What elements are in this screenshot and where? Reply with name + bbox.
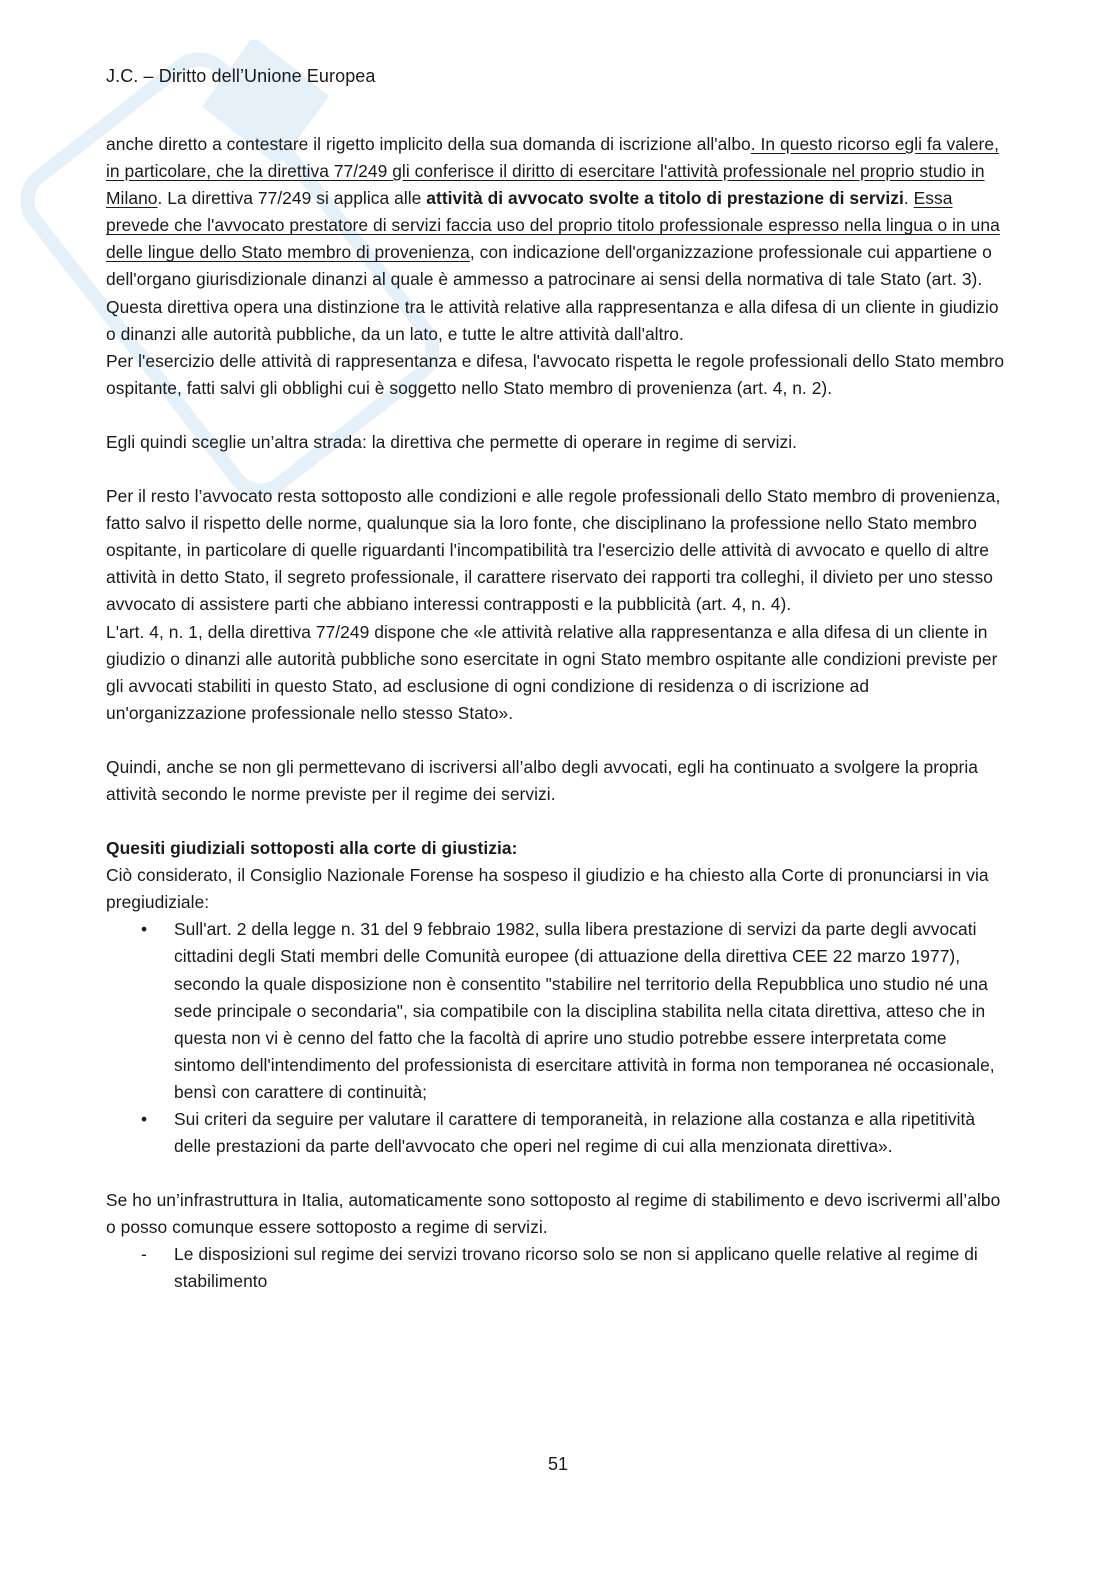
document-body — [106, 131, 1006, 1296]
text-run: , con indicazione dell'organizzazione professionale cui appartiene o dell'organo giurisdizionale dinanzi al quale è ammesso a patrocinare ai sensi della normativa di tale Stato (art. 3). — [106, 242, 992, 290]
dash-list — [106, 1241, 1006, 1295]
paragraph-1 — [106, 131, 1006, 294]
paragraph-gap — [106, 808, 1006, 835]
paragraph-gap — [106, 456, 1006, 483]
paragraph-8: Ciò considerato, il Consiglio Nazionale Forense ha sospeso il giudizio e ha chiesto alla Corte di pronunciarsi in via pregiudiziale: — [106, 865, 989, 913]
paragraph-9: Se ho un’infrastruttura in Italia, automaticamente sono sottoposto al regime di stabilimento e devo iscrivermi all’albo o posso comunque essere sottoposto a regime di servizi. — [106, 1190, 1001, 1238]
text-run: . — [903, 188, 914, 209]
list-item-text: Le disposizioni sul regime dei servizi trovano ricorso solo se non si applicano quelle relative al regime di stabilimento — [174, 1244, 978, 1292]
underlined-run: Essa prevede che l'avvocato prestatore di servizi faccia uso del proprio titolo professionale espresso nella lingua o in una delle lingue dello Stato membro di provenienza — [106, 188, 1000, 263]
running-header: J.C. – Diritto dell’Unione Europea — [106, 66, 376, 86]
list-item-text: Sui criteri da seguire per valutare il carattere di temporaneità, in relazione alla costanza e alla ripetitività delle prestazioni da parte dell'avvocato che operi nel regime di cui alla menzionata direttiva». — [174, 1109, 976, 1157]
bullet-marker: • — [141, 1109, 148, 1129]
text-run: anche diretto a contestare il rigetto implicito della sua domanda di iscrizione all'albo — [106, 134, 751, 154]
paragraph-4: Egli quindi sceglie un’altra strada: la direttiva che permette di operare in regime di servizi. — [106, 431, 798, 452]
list-item-text: Sull'art. 2 della legge n. 31 del 9 febbraio 1982, sulla libera prestazione di servizi da parte degli avvocati cittadini degli Stati membri delle Comunità europee (di attuazione della direttiva CEE 22 marzo 1977), secondo la quale disposizione non è consentito "stabilire nel territorio della Repubblica uno studio né una sede principale o secondaria", sia compatibile con la disciplina stabilita nella citata direttiva, atteso che in questa non vi è cenno del fatto che la facoltà di aprire uno studio potrebbe essere interpretata come sintomo dell'intendimento del professionista di esercitare attività in forma non temporanea né occasionale, bensì con carattere di continuità; — [174, 919, 995, 1102]
paragraph-3: Per l'esercizio delle attività di rappresentanza e difesa, l'avvocato rispetta le regole professionali dello Stato membro ospitante, fatti salvi gli obblighi cui è soggetto nello Stato membro di provenienza (art. 4, n. 2). — [106, 350, 1005, 398]
underlined-run: . In questo ricorso egli fa valere, in particolare, che la direttiva 77/249 gli conferisce il diritto di esercitare l'attività professionale nel proprio studio in Milano — [106, 134, 1000, 209]
page-number: 51 — [547, 1454, 569, 1474]
dash-marker: - — [141, 1244, 147, 1265]
paragraph-6: L'art. 4, n. 1, della direttiva 77/249 dispone che «le attività relative alla rappresentanza e alla difesa di un cliente in giudizio o dinanzi alle autorità pubbliche sono esercitate in ogni Stato membro ospitante alle condizioni previste per gli avvocati stabiliti in questo Stato, ad esclusione di ogni condizione di residenza o di iscrizione ad un'organizzazione professionale nello stesso Stato». — [106, 621, 998, 723]
list-item — [106, 916, 1006, 1106]
section-heading: Quesiti giudiziali sottoposti alla corte di giustizia: — [106, 838, 518, 859]
paragraph-gap — [106, 1160, 1006, 1187]
list-item — [106, 1241, 1006, 1295]
paragraph-gap — [106, 402, 1006, 429]
text-run: . La direttiva 77/249 si applica alle — [157, 188, 427, 209]
bold-run: attività di avvocato svolte a titolo di prestazione di servizi — [426, 188, 904, 209]
list-item — [106, 1106, 1006, 1160]
paragraph-2: Questa direttiva opera una distinzione tra le attività relative alla rappresentanza e alla difesa di un cliente in giudizio o dinanzi alle autorità pubbliche, da un lato, e tutte le altre attività dall'altro. — [106, 296, 999, 344]
paragraph-7: Quindi, anche se non gli permettevano di iscriversi all’albo degli avvocati, egli ha continuato a svolgere la propria attività secondo le norme previste per il regime dei servizi. — [106, 756, 979, 804]
bullet-marker: • — [141, 919, 148, 940]
paragraph-5: Per il resto l’avvocato resta sottoposto alle condizioni e alle regole professionali dello Stato membro di provenienza, fatto salvo il rispetto delle norme, qualunque sia la loro fonte, che disciplinano la professione nello Stato membro ospitante, in particolare di quelle riguardanti l'incompatibilità tra l'esercizio delle attività di avvocato e quello di altre attività in detto Stato, il segreto professionale, il carattere riservato dei rapporti tra colleghi, il divieto per uno stesso avvocato di assistere parti che abbiano interessi contrapposti e la pubblicità (art. 4, n. 4). — [106, 486, 1001, 615]
paragraph-gap — [106, 727, 1006, 754]
bullet-list — [106, 916, 1006, 1160]
